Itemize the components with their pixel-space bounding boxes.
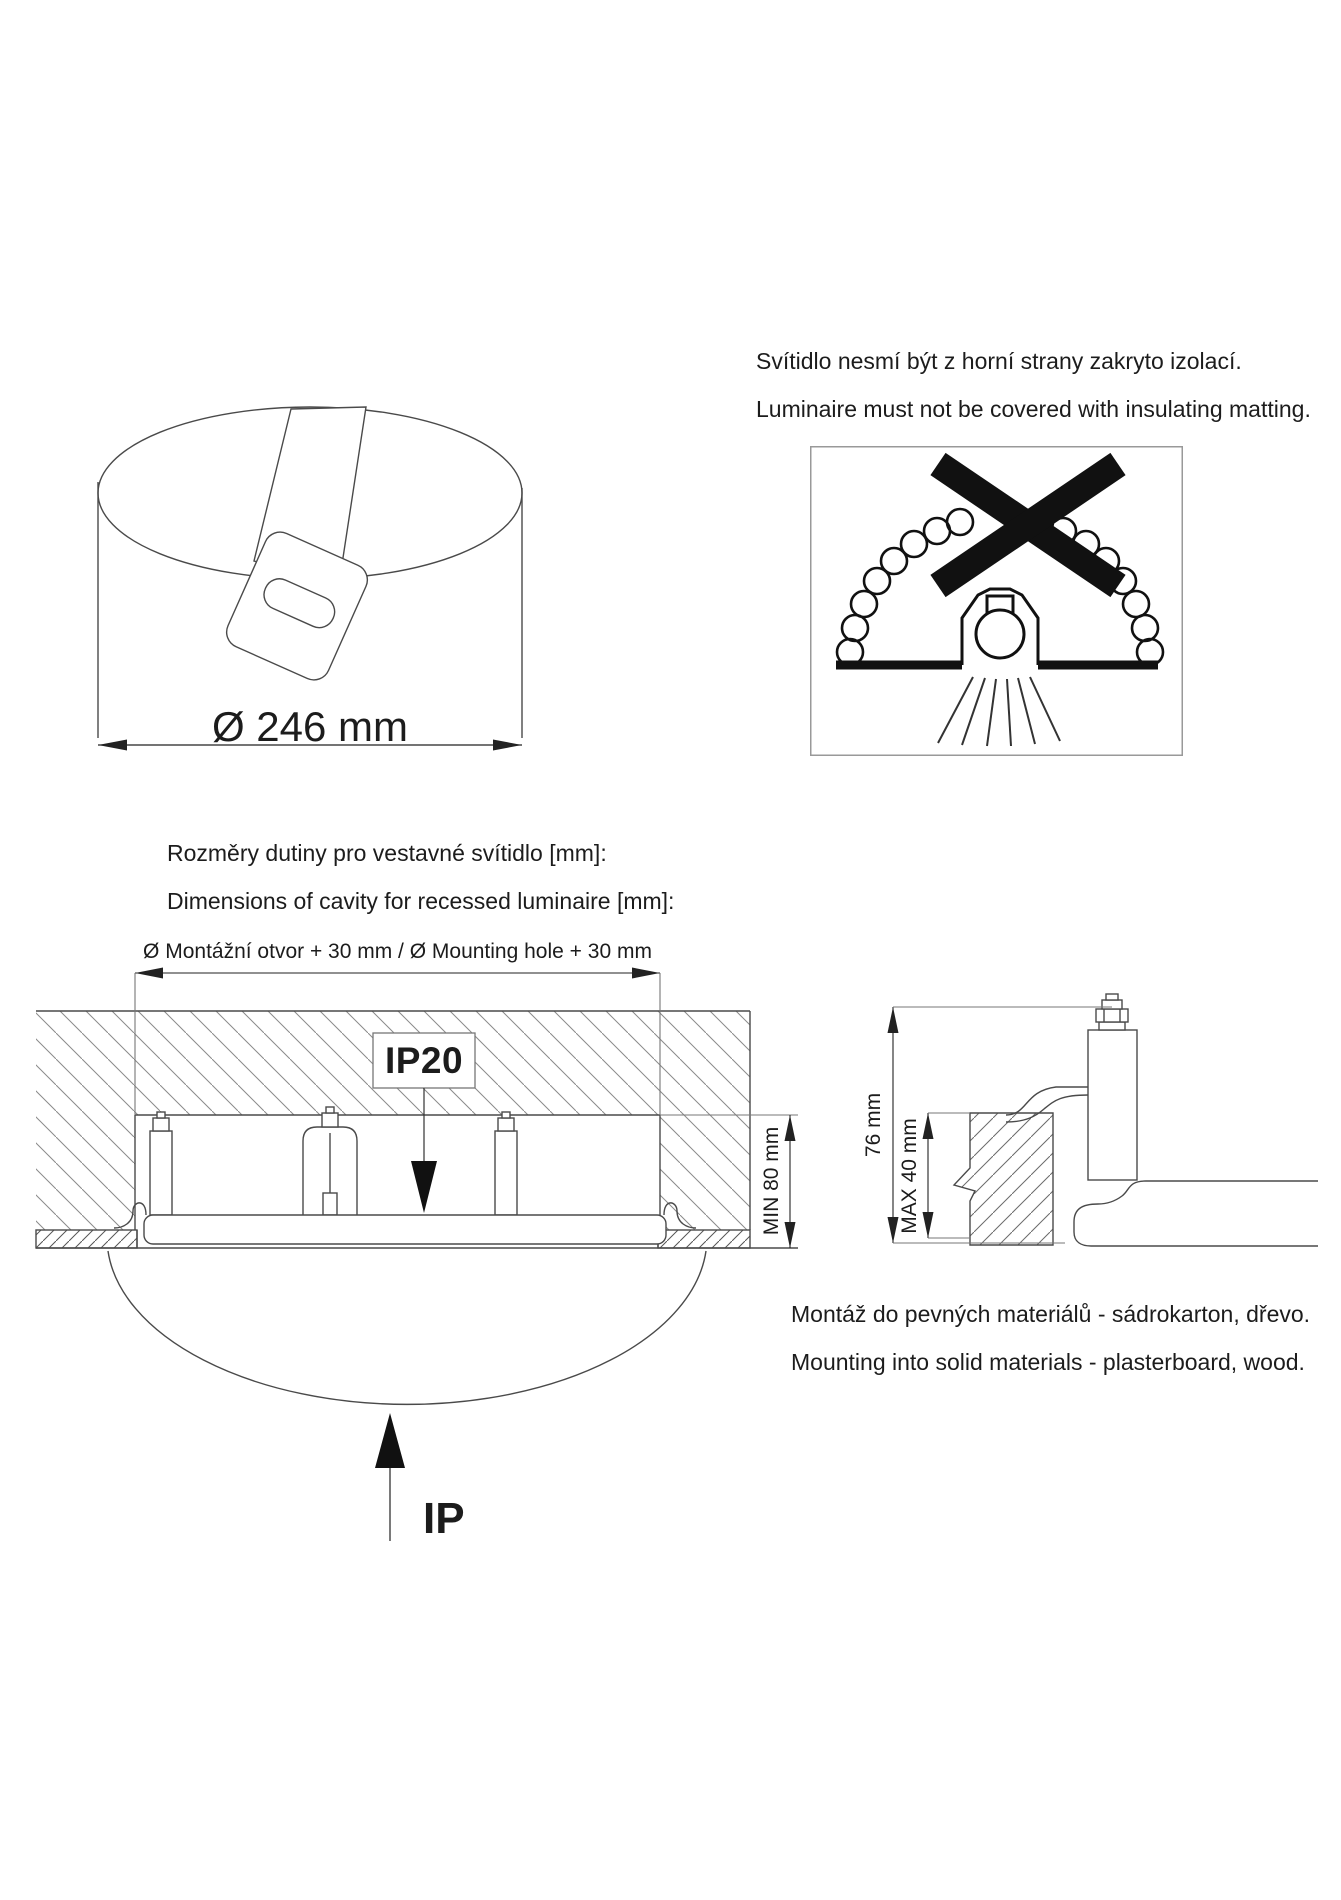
mounting-note-en: Mounting into solid materials - plasterboard, wood. — [791, 1349, 1305, 1375]
ip20-label: IP20 — [384, 1039, 464, 1081]
fixing-stud-right — [495, 1112, 517, 1215]
no-insulation-pictogram — [810, 446, 1183, 756]
plasterboard-strip-right — [658, 1230, 750, 1248]
min-depth-label: MIN 80 mm — [760, 1126, 783, 1236]
center-bracket — [303, 1107, 357, 1215]
mounting-hole-dimension-label: Ø Montážní otvor + 30 mm / Ø Mounting hole + 30 mm — [143, 940, 652, 963]
min-depth-dimension — [785, 1115, 796, 1248]
luminaire-3d-drawing — [75, 330, 545, 760]
fixing-stud-left — [150, 1112, 172, 1215]
diameter-dimension-label: Ø 246 mm — [211, 703, 409, 750]
insulation-note-cz: Svítidlo nesmí být z horní strany zakryto izolací. — [756, 348, 1242, 374]
cavity-heading-cz: Rozměry dutiny pro vestavné svítidlo [mm]: — [167, 840, 607, 866]
overall-height-label: 76 mm — [862, 1092, 885, 1158]
detail-fixing-stud — [1088, 994, 1137, 1180]
side-detail-drawing — [860, 985, 1320, 1265]
mounting-note-cz: Montáž do pevných materiálů - sádrokarton, dřevo. — [791, 1301, 1311, 1327]
max-thickness-label: MAX 40 mm — [898, 1118, 921, 1234]
mounting-panel — [954, 1113, 1053, 1245]
lamp-bulb — [976, 610, 1024, 658]
plasterboard-strip-left — [36, 1230, 137, 1248]
insulation-note-en: Luminaire must not be covered with insulating matting. — [756, 396, 1311, 422]
cavity-heading-en: Dimensions of cavity for recessed luminaire [mm]: — [167, 888, 675, 914]
luminaire-base — [144, 1215, 666, 1244]
strap-plate — [222, 527, 373, 685]
lamp-housing — [962, 589, 1038, 665]
luminaire-dome — [108, 1251, 706, 1404]
ip-direction-label: IP — [423, 1494, 465, 1543]
ip20-arrow-down — [411, 1161, 437, 1213]
detail-luminaire-body — [1074, 1181, 1318, 1246]
ip-direction-arrow — [375, 1413, 405, 1541]
